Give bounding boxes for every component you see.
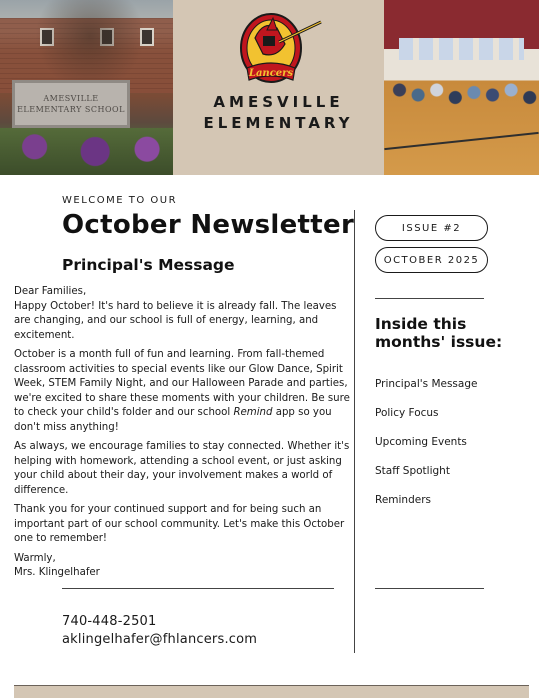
inside-issue-heading: Inside this months' issue: [375,315,503,351]
school-name-line-2: ELEMENTARY [203,114,354,132]
letter-paragraph: Thank you for your continued support and for being such an important part of our school community. Let's make this October one to remember! [14,504,345,544]
logo-text: Lancers [248,68,294,79]
flower-bed [0,128,173,175]
students-seated [384,70,539,120]
toc-item-reminders: Reminders [375,494,431,506]
school-name [173,92,384,134]
divider [375,588,484,589]
school-sign [12,80,130,128]
contact-email[interactable]: aklingelhafer@fhlancers.com [62,632,258,647]
school-sign-line-2: ELEMENTARY SCHOOL [17,105,125,114]
letter-text: app so you don't miss anything! [14,407,332,433]
contact-phone[interactable]: 740-448-2501 [62,614,157,629]
court-line [384,132,538,150]
footer-band [14,685,529,698]
divider [375,298,484,299]
school-sign-line-1: AMESVILLE [43,94,99,103]
letter-text: October is a month full of fun and learning. From fall-themed classroom activities to special events like our Glow Dance, Spirit Week, STEM Family Night, and our Halloween Parade and parties, we're excited to share these moments with your children. Be sure to check your child's folder and our school [14,349,350,418]
letter-paragraph: As always, we encourage families to stay connected. Whether it's helping with homework, attending a school event, or just asking your child about their day, your involvement makes a world of difference. [14,441,350,496]
newsletter-header [0,0,539,175]
divider [62,588,334,589]
toc-item-policy-focus: Policy Focus [375,407,439,419]
date-badge: OCTOBER 2025 [375,247,488,273]
lancers-knight-logo [233,8,323,90]
toc-item-staff-spotlight: Staff Spotlight [375,465,450,477]
letter-greeting: Dear Families, [14,286,87,297]
tree [35,0,145,90]
school-name-line-1: AMESVILLE [213,93,344,111]
bulletin-board [399,38,524,60]
toc-item-upcoming-events: Upcoming Events [375,436,467,448]
principal-letter [14,285,354,581]
section-title: Principal's Message [62,256,235,274]
letter-closing: Warmly, [14,552,56,564]
school-building-photo [0,0,173,175]
logo-panel [173,0,384,175]
column-divider [354,210,355,653]
gym-assembly-photo [384,0,539,175]
remind-app-name: Remind [233,407,273,418]
toc-item-principals-message: Principal's Message [375,378,478,390]
issue-badge: ISSUE #2 [375,215,488,241]
letter-signature: Mrs. Klingelhafer [14,567,100,578]
letter-paragraph [14,348,354,435]
letter-paragraph: Happy October! It's hard to believe it is already fall. The leaves are changing, and our school is full of energy, learning, and excitement. [14,300,337,341]
newsletter-title: October Newsletter [62,210,355,240]
welcome-label: WELCOME TO OUR [62,195,178,206]
